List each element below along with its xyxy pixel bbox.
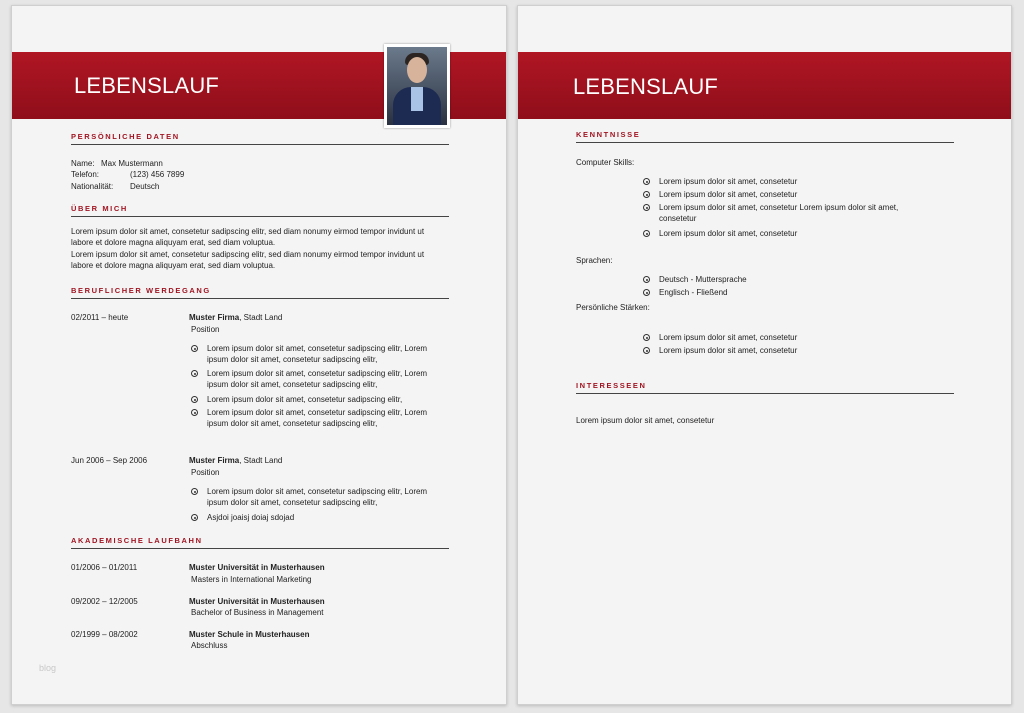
bullet-icon xyxy=(643,347,650,354)
bullet-icon xyxy=(643,178,650,185)
list-item: Lorem ipsum dolor sit amet, consetetur sadipscing elitr, Lorem ipsum dolor sit amet, consetetur sadipscing elitr, xyxy=(191,343,427,366)
section-heading: INTERESSEEN xyxy=(576,381,954,394)
strengths-label: Persönliche Stärken: xyxy=(576,303,650,312)
bullet-icon xyxy=(191,396,198,403)
bullet-icon xyxy=(643,204,650,211)
nationality-label: Nationalität: xyxy=(71,182,114,191)
nationality-value: Deutsch xyxy=(130,182,160,191)
list-item: Deutsch - Muttersprache xyxy=(643,274,747,285)
education-date: 01/2006 – 01/2011 xyxy=(71,563,138,572)
list-item: Englisch - Fließend xyxy=(643,287,727,298)
education-school: Muster Schule in Musterhausen xyxy=(189,630,310,639)
phone-label: Telefon: xyxy=(71,170,100,179)
section-heading: BERUFLICHER WERDEGANG xyxy=(71,286,449,299)
education-date: 02/1999 – 08/2002 xyxy=(71,630,138,639)
education-section xyxy=(71,536,449,549)
interests-section xyxy=(576,381,954,394)
section-heading: PERSÖNLICHE DATEN xyxy=(71,132,449,145)
education-degree: Bachelor of Business in Management xyxy=(191,608,324,617)
bullet-icon xyxy=(643,289,650,296)
list-item: Lorem ipsum dolor sit amet, consetetur sadipscing elitr, Lorem ipsum dolor sit amet, consetetur sadipscing elitr, xyxy=(191,486,427,509)
interests-text: Lorem ipsum dolor sit amet, consetetur xyxy=(576,416,715,425)
about-text: Lorem ipsum dolor sit amet, consetetur sadipscing elitr, sed diam nonumy eirmod tempor invidunt ut labore et dolore magna aliquyam erat, sed diam voluptua. Lorem ipsum dolor sit amet, consetetur sadipscing elitr, sed diam nonumy eirmod tempor invidunt ut labore et dolore magna aliquyam erat, sed diam voluptua. xyxy=(71,227,425,270)
resume-page-1 xyxy=(11,5,507,705)
section-heading: KENNTNISSE xyxy=(576,130,954,143)
personal-data-section xyxy=(71,132,449,145)
bullet-icon xyxy=(643,191,650,198)
languages-label: Sprachen: xyxy=(576,256,613,265)
name-value: Max Mustermann xyxy=(101,159,163,168)
portrait-image xyxy=(387,47,447,125)
list-item: Lorem ipsum dolor sit amet, consetetur xyxy=(643,189,797,200)
phone-value: (123) 456 7899 xyxy=(130,170,185,179)
bullet-icon xyxy=(191,345,198,352)
job-date: Jun 2006 – Sep 2006 xyxy=(71,456,148,465)
page-title: LEBENSLAUF xyxy=(74,73,220,98)
list-item: Lorem ipsum dolor sit amet, consetetur xyxy=(643,228,797,239)
page-title: LEBENSLAUF xyxy=(573,74,719,99)
section-heading: AKADEMISCHE LAUFBAHN xyxy=(71,536,449,549)
list-item: Lorem ipsum dolor sit amet, consetetur sadipscing elitr, Lorem ipsum dolor sit amet, consetetur sadipscing elitr, xyxy=(191,368,427,391)
job-company: Muster Firma, Stadt Land xyxy=(189,456,283,465)
list-item: Lorem ipsum dolor sit amet, consetetur Lorem ipsum dolor sit amet, consetetur xyxy=(643,202,898,225)
bullet-icon xyxy=(643,230,650,237)
bullet-icon xyxy=(191,409,198,416)
bullet-icon xyxy=(643,276,650,283)
list-item: Asjdoi joaisj doiaj sdojad xyxy=(191,512,294,523)
list-item: Lorem ipsum dolor sit amet, consetetur sadipscing elitr, Lorem ipsum dolor sit amet, consetetur sadipscing elitr, xyxy=(191,407,427,430)
education-degree: Masters in International Marketing xyxy=(191,575,312,584)
bullet-icon xyxy=(191,370,198,377)
career-section xyxy=(71,286,449,299)
education-date: 09/2002 – 12/2005 xyxy=(71,597,138,606)
watermark: blog xyxy=(39,663,57,673)
job-date: 02/2011 – heute xyxy=(71,313,129,322)
name-label: Name: xyxy=(71,159,95,168)
resume-page-2 xyxy=(517,5,1012,705)
bullet-icon xyxy=(191,514,198,521)
header-banner xyxy=(518,52,1011,119)
about-section xyxy=(71,204,449,271)
computer-skills-label: Computer Skills: xyxy=(576,158,635,167)
job-company: Muster Firma, Stadt Land xyxy=(189,313,283,322)
bullet-icon xyxy=(643,334,650,341)
skills-section xyxy=(576,130,954,143)
education-school: Muster Universität in Musterhausen xyxy=(189,563,325,572)
list-item: Lorem ipsum dolor sit amet, consetetur xyxy=(643,332,797,343)
education-school: Muster Universität in Musterhausen xyxy=(189,597,325,606)
job-position: Position xyxy=(191,325,220,334)
list-item: Lorem ipsum dolor sit amet, consetetur sadipscing elitr, xyxy=(191,394,402,405)
bullet-icon xyxy=(191,488,198,495)
section-heading: ÜBER MICH xyxy=(71,204,449,217)
list-item: Lorem ipsum dolor sit amet, consetetur xyxy=(643,176,797,187)
education-degree: Abschluss xyxy=(191,641,228,650)
job-position: Position xyxy=(191,468,220,477)
profile-photo xyxy=(384,44,450,128)
list-item: Lorem ipsum dolor sit amet, consetetur xyxy=(643,345,797,356)
